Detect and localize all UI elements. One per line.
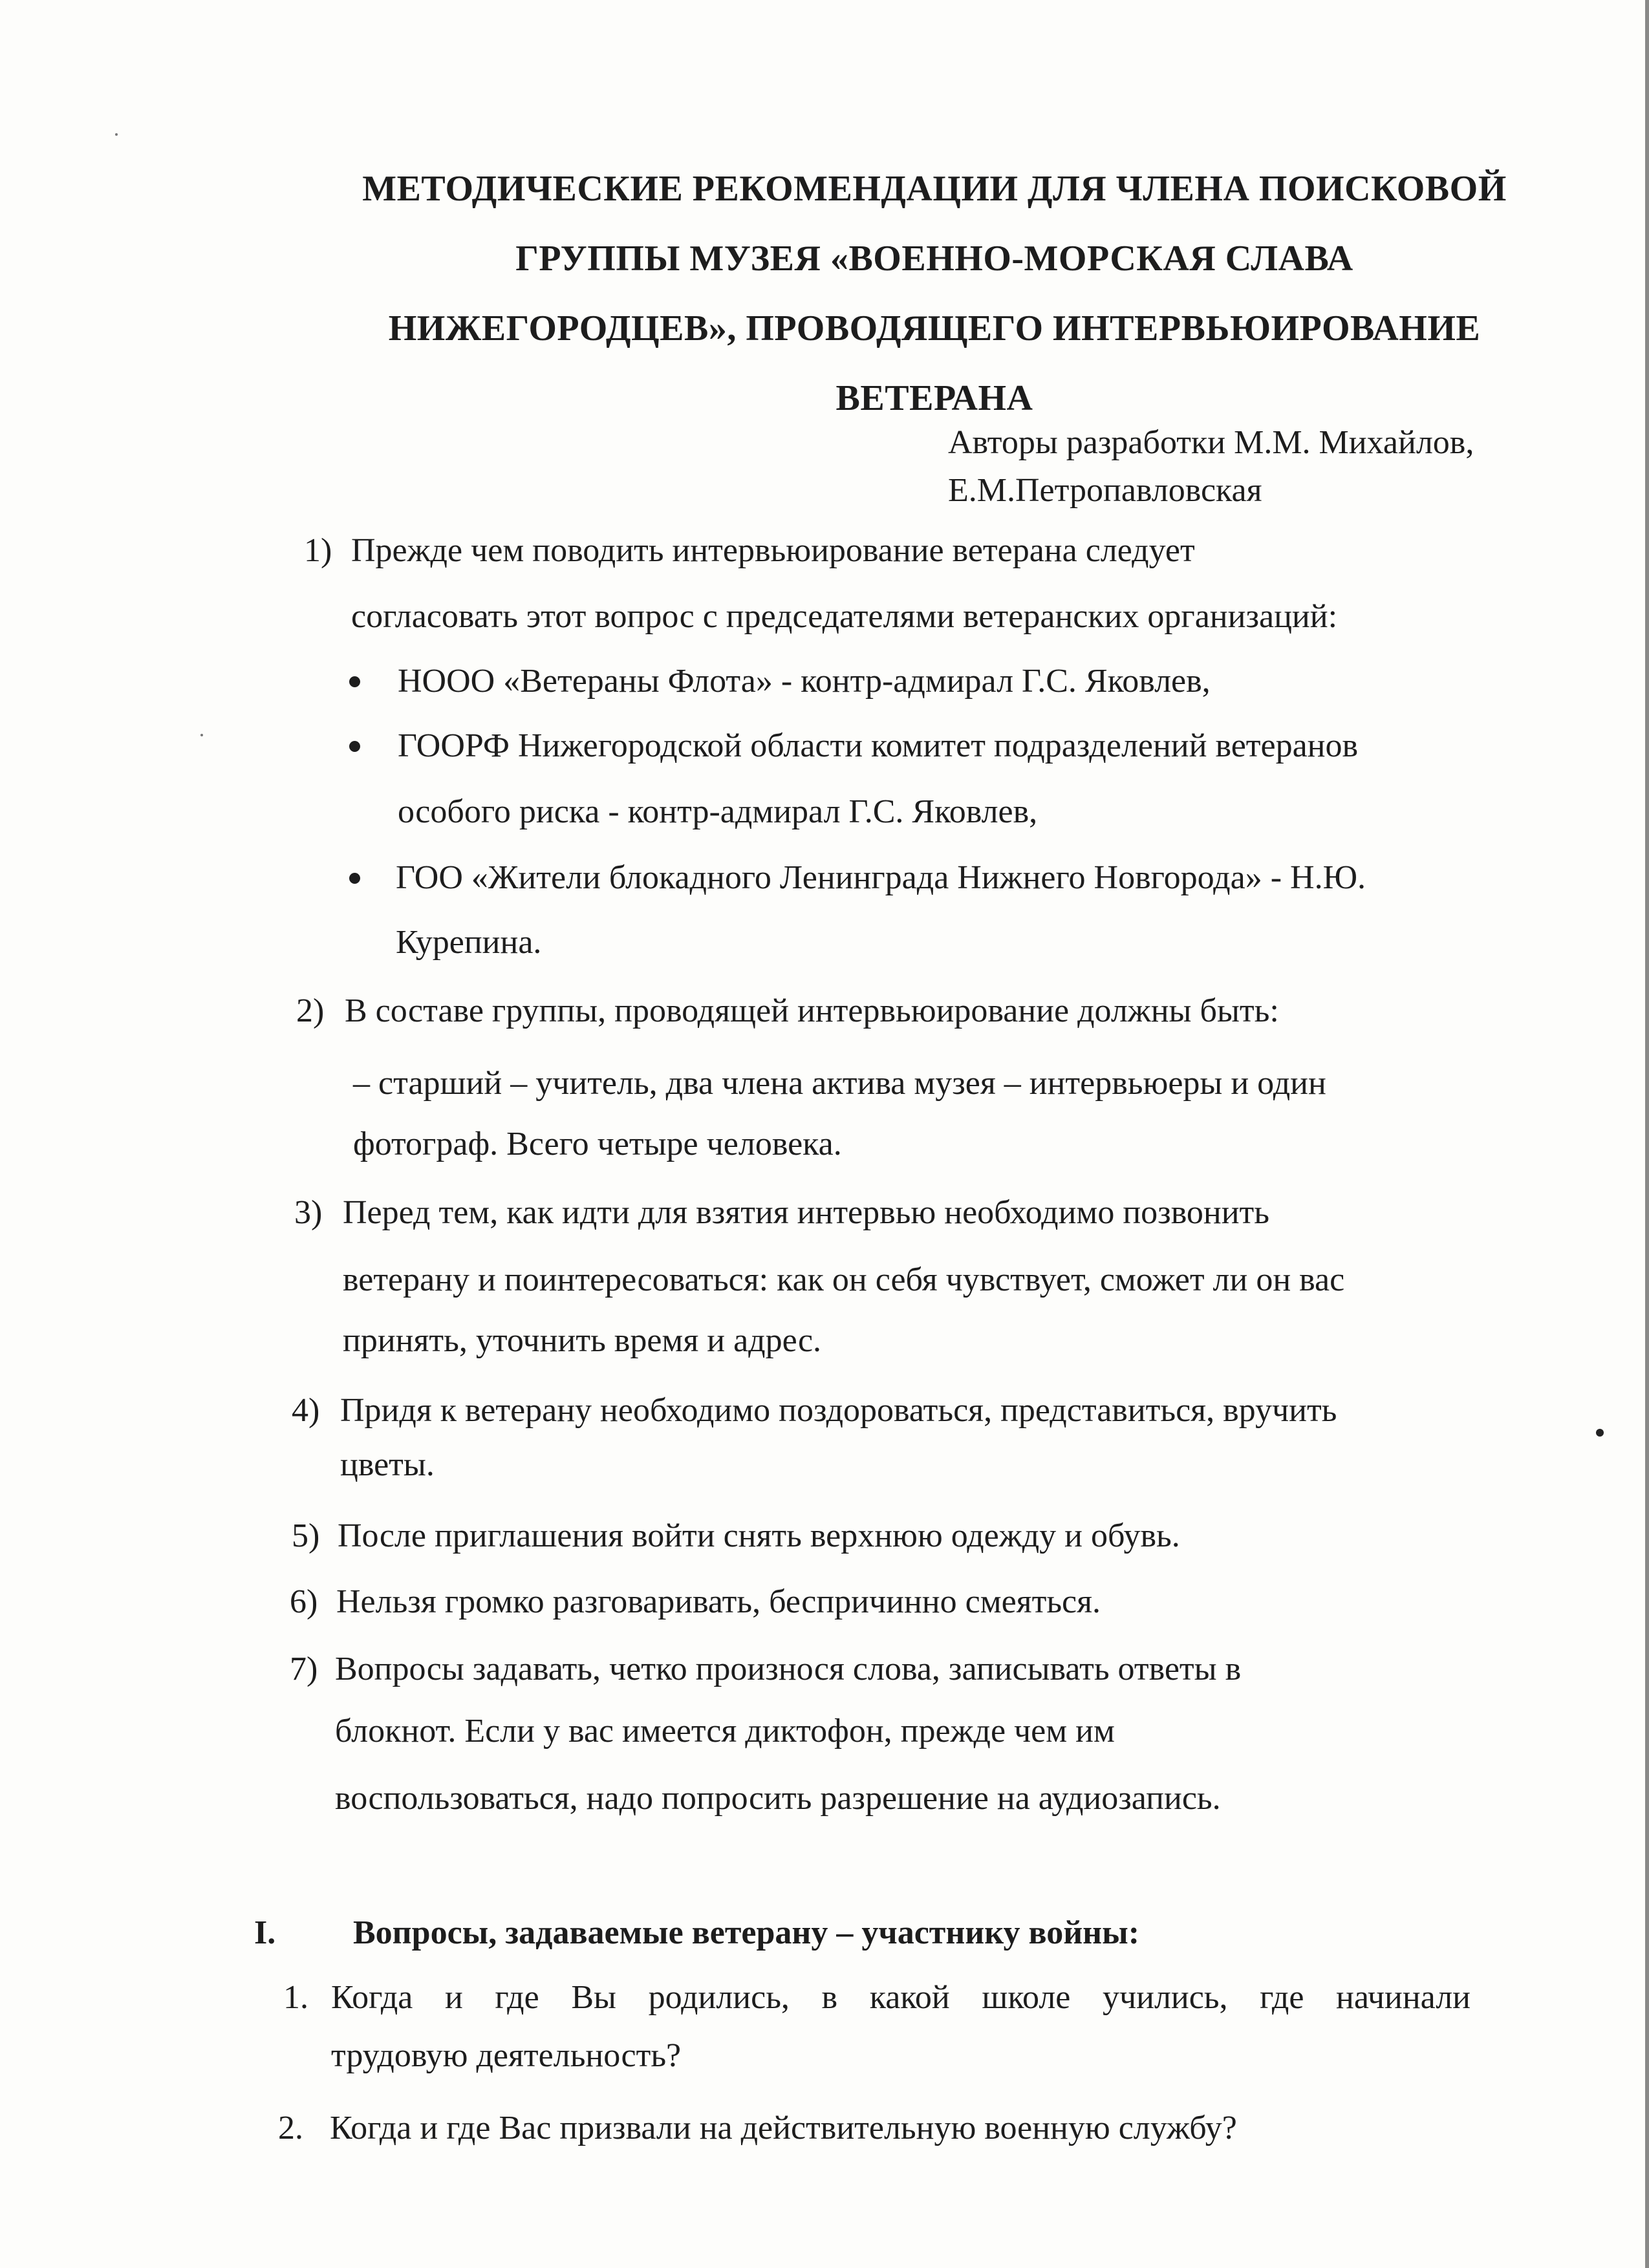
item-number: 1) bbox=[304, 532, 332, 569]
item-number: 3) bbox=[294, 1194, 323, 1231]
item-text-line: В составе группы, проводящей интервьюирование должны быть: bbox=[345, 992, 1279, 1029]
item-number: 6) bbox=[290, 1583, 318, 1620]
section-heading: Вопросы, задаваемые ветерану – участнику войны: bbox=[353, 1914, 1140, 1951]
item-text-line: цветы. bbox=[340, 1446, 435, 1483]
item-text-line: принять, уточнить время и адрес. bbox=[343, 1322, 822, 1359]
item-number: 5) bbox=[292, 1517, 320, 1554]
scan-speck bbox=[115, 133, 118, 136]
item-text-line: – старший – учитель, два члена актива музея – интервьюеры и один bbox=[353, 1065, 1326, 1102]
bullet-text-line: ГООРФ Нижегородской области комитет подразделений ветеранов bbox=[398, 727, 1359, 764]
item-text-line: Нельзя громко разговаривать, беспричинно смеяться. bbox=[336, 1583, 1101, 1620]
bullet-dot bbox=[349, 741, 360, 752]
authors-line: Е.М.Петропавловская bbox=[948, 472, 1262, 509]
question-text-line: Когда и где Вы родились, в какой школе учились, где начинали bbox=[331, 1979, 1471, 2016]
section-numeral: I. bbox=[254, 1914, 276, 1951]
title-line: ГРУППЫ МУЗЕЯ «ВОЕННО-МОРСКАЯ СЛАВА bbox=[515, 239, 1353, 279]
item-text-line: Вопросы задавать, четко произнося слова, записывать ответы в bbox=[335, 1651, 1242, 1687]
item-number: 2) bbox=[296, 992, 325, 1029]
item-text-line: Прежде чем поводить интервьюирование ветерана следует bbox=[351, 532, 1195, 569]
question-number: 1. bbox=[283, 1979, 308, 2016]
item-text-line: Придя к ветерану необходимо поздороваться, представиться, вручить bbox=[340, 1392, 1337, 1429]
bullet-text-line: ГОО «Жители блокадного Ленинграда Нижнего Новгорода» - Н.Ю. bbox=[396, 859, 1366, 896]
item-text-line: ветерану и поинтересоваться: как он себя чувствует, сможет ли он вас bbox=[343, 1261, 1345, 1298]
question-number: 2. bbox=[278, 2110, 303, 2146]
question-text-line: Когда и где Вас призвали на действительную военную службу? bbox=[330, 2110, 1237, 2146]
bullet-dot bbox=[349, 676, 360, 687]
bullet-text-line: особого риска - контр-адмирал Г.С. Яковлев, bbox=[398, 793, 1038, 830]
authors-line: Авторы разработки М.М. Михайлов, bbox=[948, 424, 1474, 461]
item-text-line: блокнот. Если у вас имеется диктофон, прежде чем им bbox=[335, 1713, 1115, 1749]
title-line: НИЖЕГОРОДЦЕВ», ПРОВОДЯЩЕГО ИНТЕРВЬЮИРОВАНИЕ bbox=[388, 308, 1481, 348]
scan-edge bbox=[1645, 0, 1649, 2268]
authors-block bbox=[948, 419, 1474, 515]
document-title bbox=[278, 154, 1591, 433]
title-line: МЕТОДИЧЕСКИЕ РЕКОМЕНДАЦИИ ДЛЯ ЧЛЕНА ПОИСКОВОЙ bbox=[362, 169, 1507, 209]
item-number: 4) bbox=[292, 1392, 320, 1429]
title-line: ВЕТЕРАНА bbox=[835, 378, 1033, 418]
scan-speck bbox=[1596, 1429, 1604, 1437]
item-number: 7) bbox=[290, 1651, 318, 1687]
bullet-text-line: НООО «Ветераны Флота» - контр-адмирал Г.С. Яковлев, bbox=[398, 663, 1211, 700]
item-text-line: воспользоваться, надо попросить разрешение на аудиозапись. bbox=[335, 1780, 1221, 1817]
item-text-line: фотограф. Всего четыре человека. bbox=[353, 1126, 842, 1162]
item-text-line: После приглашения войти снять верхнюю одежду и обувь. bbox=[338, 1517, 1180, 1554]
item-text-line: согласовать этот вопрос с председателями ветеранских организаций: bbox=[351, 598, 1338, 635]
item-text-line: Перед тем, как идти для взятия интервью необходимо позвонить bbox=[343, 1194, 1269, 1231]
bullet-text-line: Курепина. bbox=[396, 924, 542, 961]
scan-speck bbox=[200, 734, 203, 736]
question-text-line: трудовую деятельность? bbox=[331, 2037, 682, 2074]
bullet-dot bbox=[349, 873, 360, 884]
